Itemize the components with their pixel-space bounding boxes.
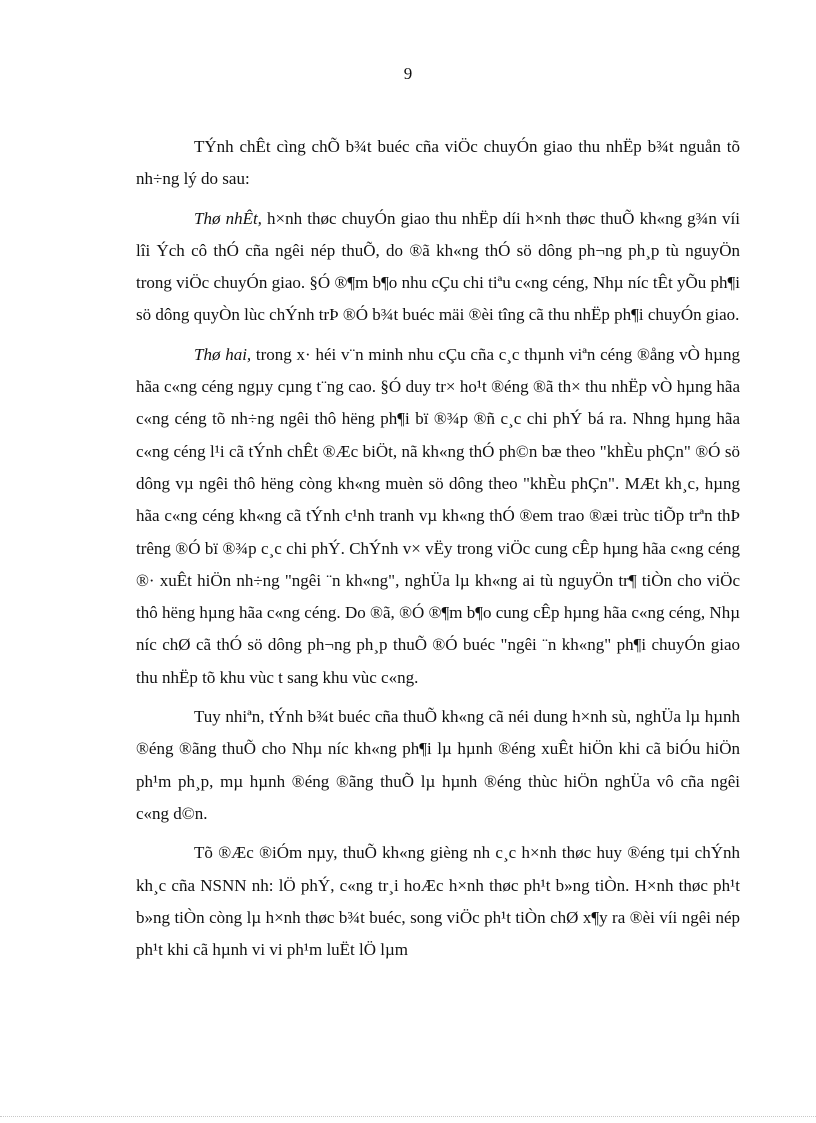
paragraph-text: Tuy nhiªn, tÝnh b¾t buéc cña thuÕ kh«ng cã néi dung h×nh sù, nghÜa lµ hµnh ®éng ®ãng thuÕ cho Nhµ níc kh«ng ph¶i lµ hµnh ®éng xuÊt hiÖn khi cã biÓu hiÖn ph¹m ph¸p, mµ hµnh ®éng ®ãng thuÕ lµ hµnh ®éng thùc hiÖn nghÜa vô cña ngêi c«ng d©n. — [136, 707, 740, 823]
paragraph-text: h×nh thøc chuyÓn giao thu nhËp díi h×nh thøc thuÕ kh«ng g¾n víi lîi Ých cô thÓ cña ngêi nép thuÕ, do ®ã kh«ng thÓ sö dông ph¬ng ph¸p tù nguyÖn trong viÖc chuyÓn giao. §Ó ®¶m b¶o nhu cÇu chi tiªu c«ng céng, Nhµ níc tÊt yÕu ph¶i sö dông quyÒn lùc chÝnh trÞ ®Ó b¾t buéc mäi ®èi tîng cã thu nhËp ph¶i chuyÓn giao. — [136, 208, 740, 325]
paragraph — [136, 701, 740, 830]
page-number: 9 — [403, 64, 413, 83]
paragraph — [136, 131, 740, 196]
paragraph — [136, 837, 740, 966]
document-body — [136, 131, 740, 966]
paragraph — [136, 339, 740, 694]
page-bottom-divider — [0, 1116, 816, 1117]
paragraph-text: TÝnh chÊt cìng chÕ b¾t buéc cña viÖc chuyÓn giao thu nhËp b¾t nguån tõ nh÷ng lý do sau: — [136, 137, 740, 189]
paragraph-text: Tõ ®Æc ®iÓm nµy, thuÕ kh«ng gièng nh c¸c h×nh thøc huy ®éng tµi chÝnh kh¸c cña NSNN nh: lÖ phÝ, c«ng tr¸i hoÆc h×nh thøc ph¹t b»ng tiÒn. H×nh thøc ph¹t b»ng tiÒn còng lµ h×nh thøc b¾t buéc, song viÖc ph¹t tiÒn chØ x¶y ra ®èi víi ngêi nép ph¹t khi cã hµnh vi vi ph¹m luËt lÖ lµm — [136, 843, 740, 960]
paragraph-lead: Thø nhÊt, — [194, 208, 262, 228]
paragraph-text: trong x· héi v¨n minh nhu cÇu cña c¸c thµnh viªn céng ®ång vÒ hµng hãa c«ng céng ngµy cµng t¨ng cao. §Ó duy tr× ho¹t ®éng ®ã th× thu nhËp vÒ hµng hãa c«ng céng tõ nh÷ng ngêi thô hëng ph¶i bï ®¾p ®ñ c¸c chi phÝ bá ra. Nhng hµng hãa c«ng céng l¹i cã tÝnh chÊt ®Æc biÖt, nã kh«ng thÓ ph©n bæ theo "khÈu phÇn" ®Ó sö dông vµ ngêi thô hëng còng kh«ng muèn sö dông theo "khÈu phÇn". MÆt kh¸c, hµng hãa c«ng céng kh«ng cã tÝnh c¹nh tranh vµ kh«ng thÓ ®em trao ®æi trùc tiÕp trªn thÞ trêng ®Ó bï ®¾p c¸c chi phÝ. ChÝnh v× vËy trong viÖc cung cÊp hµng hãa c«ng céng ®· xuÊt hiÖn nh÷ng "ngêi ¨n kh«ng", nghÜa lµ kh«ng ai tù nguyÖn tr¶ tiÒn cho viÖc thô hëng hµng hãa c«ng céng. Do ®ã, ®Ó ®¶m b¶o cung cÊp hµng hãa c«ng céng, Nhµ níc chØ cã thÓ sö dông ph¬ng ph¸p thuÕ ®Ó buéc "ngêi ¨n kh«ng" ph¶i chuyÓn giao thu nhËp tõ khu vùc t sang khu vùc c«ng. — [136, 344, 740, 687]
paragraph — [136, 203, 740, 332]
paragraph-lead: Thø hai, — [194, 344, 252, 364]
